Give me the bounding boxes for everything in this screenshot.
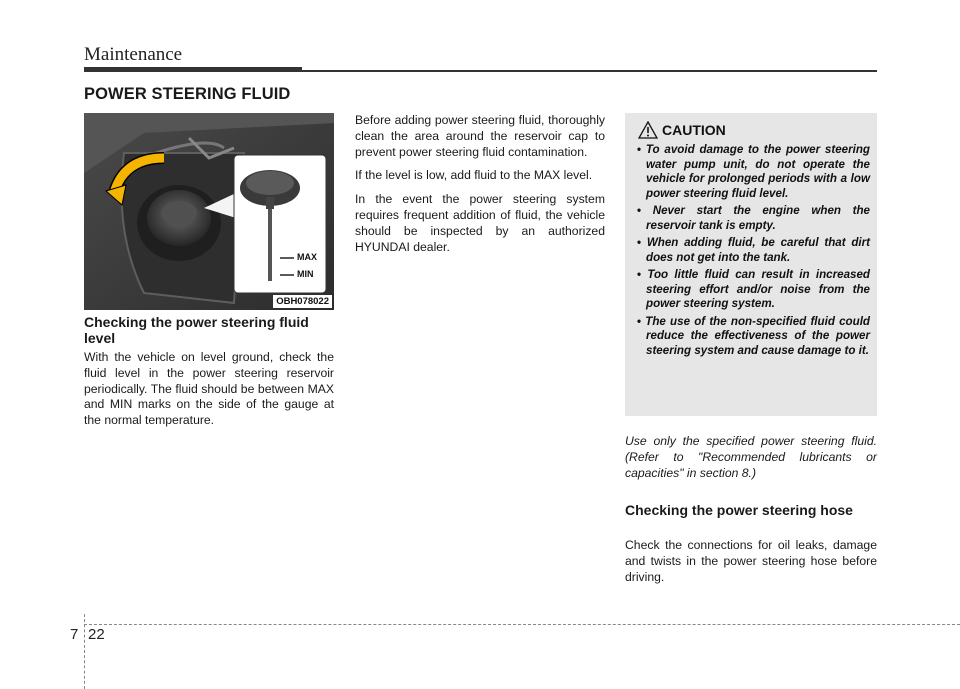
- paragraph-adding-fluid: Before adding power steering fluid, thoroughly clean the area around the reservoir cap to prevent power steering fluid contamination.: [355, 113, 605, 159]
- fluid-level-subhead: Checking the power steering fluid level: [84, 314, 309, 346]
- caution-box: [625, 113, 877, 416]
- figure-code: OBH078022: [273, 295, 332, 308]
- min-mark-label: MIN: [297, 269, 314, 279]
- chapter-header-title: Maintenance: [84, 44, 183, 65]
- reservoir-illustration: [84, 113, 334, 310]
- header-rule-thin: [300, 70, 877, 72]
- footer-rule: [84, 624, 960, 625]
- chapter-number: 7: [70, 626, 79, 643]
- caution-item: • When adding fluid, be careful that dirt does not get into the tank.: [632, 236, 870, 265]
- paragraph-frequent-addition: In the event the power steering system requires frequent addition of fluid, the vehicle should be inspected by an authorized HYUNDAI dealer.: [355, 192, 605, 254]
- header-rule-thick: [84, 67, 302, 72]
- max-mark-label: MAX: [297, 252, 317, 262]
- caution-item: • Too little fluid can result in increased steering effort and/or noise from the power steering system.: [632, 268, 870, 312]
- hose-subhead: Checking the power steering hose: [625, 502, 853, 518]
- specified-fluid-note: Use only the specified power steering fluid. (Refer to "Recommended lubricants or capacities" in section 8.): [625, 434, 877, 480]
- paragraph-low-level: If the level is low, add fluid to the MAX level.: [355, 168, 593, 183]
- caution-item: • Never start the engine when the reservoir tank is empty.: [632, 204, 870, 233]
- fluid-level-body: With the vehicle on level ground, check the fluid level in the power steering reservoir periodically. The fluid should be between MAX and MIN marks on the side of the gauge at the normal temperature.: [84, 350, 334, 428]
- hose-body: Check the connections for oil leaks, damage and twists in the power steering hose before driving.: [625, 538, 877, 584]
- caution-title: CAUTION: [662, 122, 726, 138]
- middle-column-text: [355, 113, 605, 263]
- caution-item: • The use of the non-specified fluid could reduce the effectiveness of the power steering system and cause damage to it.: [632, 315, 870, 359]
- section-title: POWER STEERING FLUID: [84, 85, 291, 103]
- caution-item: • To avoid damage to the power steering water pump unit, do not operate the vehicle for prolonged periods with a low power steering fluid level.: [632, 143, 870, 201]
- footer-divider: [84, 614, 85, 689]
- caution-list: [632, 143, 870, 361]
- reservoir-figure: [84, 113, 334, 310]
- warning-triangle-icon: [638, 121, 658, 139]
- page-number: 22: [88, 626, 105, 643]
